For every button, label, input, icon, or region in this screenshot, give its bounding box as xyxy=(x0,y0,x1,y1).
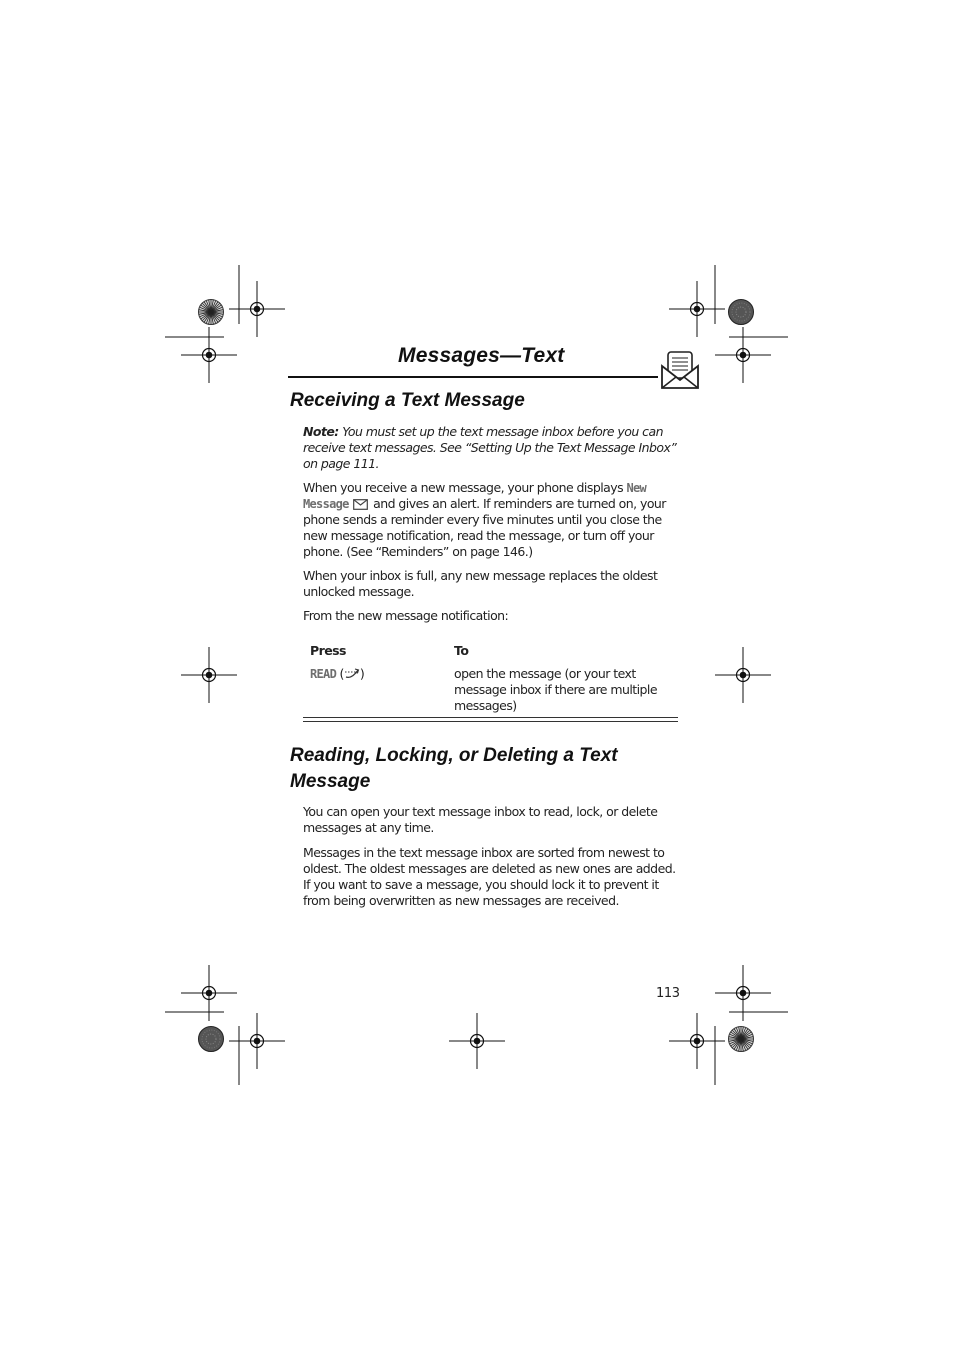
envelope-icon xyxy=(353,499,368,510)
table-cell-to: open the message (or your text message inbox if there are multiple messages) xyxy=(454,666,657,713)
page-number: 113 xyxy=(656,986,680,1001)
paragraph-inbox-full: When your inbox is full, any new message replaces the oldest unlocked message. xyxy=(303,568,658,599)
paragraph-sorting: Messages in the text message inbox are sorted from newest to oldest. The oldest messages are deleted as new ones are added. If you want to save a message, you should lock it to prevent it from being overwritten as new messages are received. xyxy=(303,845,676,908)
paren-open: ( xyxy=(339,666,344,681)
paragraph-new-message xyxy=(303,480,680,560)
soft-key-label: READ xyxy=(310,667,337,681)
paragraph-text: When you receive a new message, your phone displays xyxy=(303,480,624,495)
table-rule xyxy=(303,721,678,722)
paragraph-open-inbox: You can open your text message inbox to read, lock, or delete messages at any time. xyxy=(303,804,658,835)
table-header-press: Press xyxy=(310,643,346,658)
display-text-new-message: New Message xyxy=(303,481,647,511)
table-rule xyxy=(303,717,678,718)
chapter-rule xyxy=(288,376,658,378)
table-header-to: To xyxy=(454,643,469,658)
note-paragraph xyxy=(303,424,680,472)
chapter-title: Messages—Text xyxy=(398,344,565,367)
section-heading-receiving: Receiving a Text Message xyxy=(290,390,525,411)
note-text: You must set up the text message inbox before you can receive text messages. See “Setting Up the Text Message Inbox” on page 111. xyxy=(303,424,677,471)
envelope-document-icon xyxy=(658,350,702,392)
paragraph-text: and gives an alert. If reminders are turned on, your phone sends a reminder every five minutes until you close the new message notification, read the message, or turn off your phone. (See “Reminders” on page 146.) xyxy=(303,496,666,559)
section-heading-reading: Reading, Locking, or Deleting a Text Message xyxy=(290,745,618,792)
table-cell-press xyxy=(310,666,364,682)
note-label: Note: xyxy=(303,424,339,439)
paren-close: ) xyxy=(359,666,365,681)
paragraph-notification-intro: From the new message notification: xyxy=(303,608,509,623)
right-soft-key-icon xyxy=(344,668,360,680)
